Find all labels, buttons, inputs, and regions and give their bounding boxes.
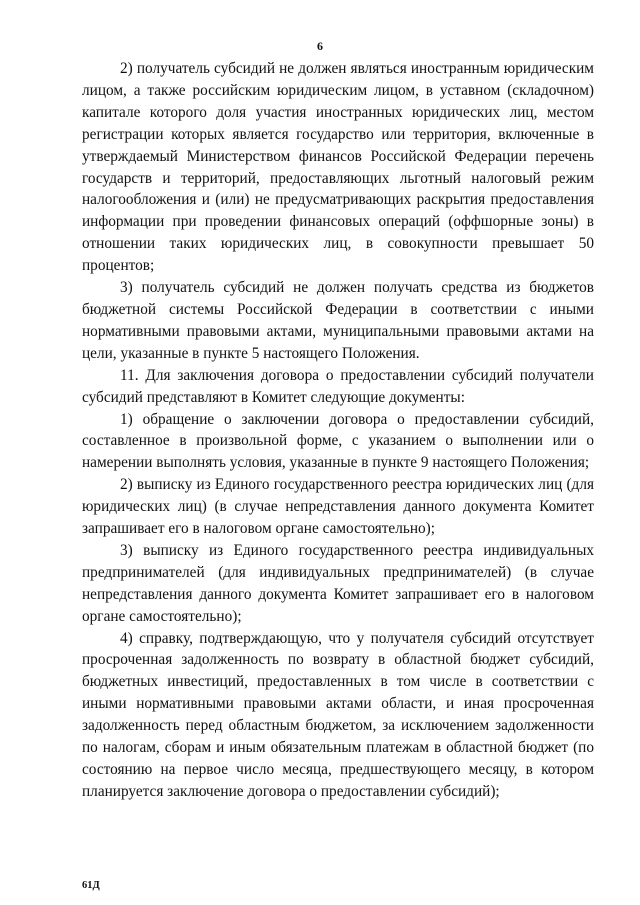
- paragraph-item-3-budget-funds: 3) получатель субсидий не должен получать средства из бюджетов бюджетной системы Российской Федерации в соответствии с иными нормативными правовыми актами, муниципальными правовыми актами на цели, указанные в пункте 5 настоящего Положения.: [82, 279, 594, 362]
- paragraph-item-2-foreign-entity: 2) получатель субсидий не должен являться иностранным юридическим лицом, а также российским юридическим лицом, в уставном (складочном) капитале которого доля участия иностранных юридических лиц, местом регистрации которых является государство или территория, включенные в утверждаемый Министерством финансов Российской Федерации перечень государств и территорий, предоставляющих льготный налоговый режим налогообложения и (или) не предусматривающих раскрытия предоставления информации при проведении финансовых операций (оффшорные зоны) в отношении таких юридических лиц, в совокупности превышает 50 процентов;: [82, 60, 594, 275]
- document-code: 61Д: [82, 880, 100, 891]
- document-body: [82, 58, 594, 803]
- paragraph-doc-4-debt-certificate: 4) справку, подтверждающую, что у получателя субсидий отсутствует просроченная задолженность по возврату в областной бюджет субсидий, бюджетных инвестиций, предоставленных в том числе в соответствии с иными нормативными правовыми актами области, и иная просроченная задолженность перед областным бюджетом, за исключением задолженности по налогам, сборам и иным обязательным платежам в областной бюджет (по состоянию на первое число месяца, предшествующего месяцу, в котором планируется заключение договора о предоставлении субсидий);: [82, 629, 594, 800]
- paragraph-section-11: 11. Для заключения договора о предоставлении субсидий получатели субсидий представляют в Комитет следующие документы:: [82, 366, 594, 406]
- paragraph-doc-3-entrepreneurs-extract: 3) выписку из Единого государственного реестра индивидуальных предпринимателей (для индивидуальных предпринимателей) (в случае непредставления данного документа Комитет запрашивает его в налоговом органе самостоятельно);: [82, 541, 594, 625]
- paragraph-doc-2-legal-entities-extract: 2) выписку из Единого государственного реестра юридических лиц (для юридических лиц) (в случае непредставления данного документа Комитет запрашивает его в налоговом органе самостоятельно);: [82, 476, 594, 538]
- paragraph-doc-1-application: 1) обращение о заключении договора о предоставлении субсидий, составленное в произвольной форме, с указанием о выполнении или о намерении выполнять условия, указанные в пункте 9 настоящего Положения;: [82, 410, 594, 472]
- page-number: 6: [317, 39, 323, 53]
